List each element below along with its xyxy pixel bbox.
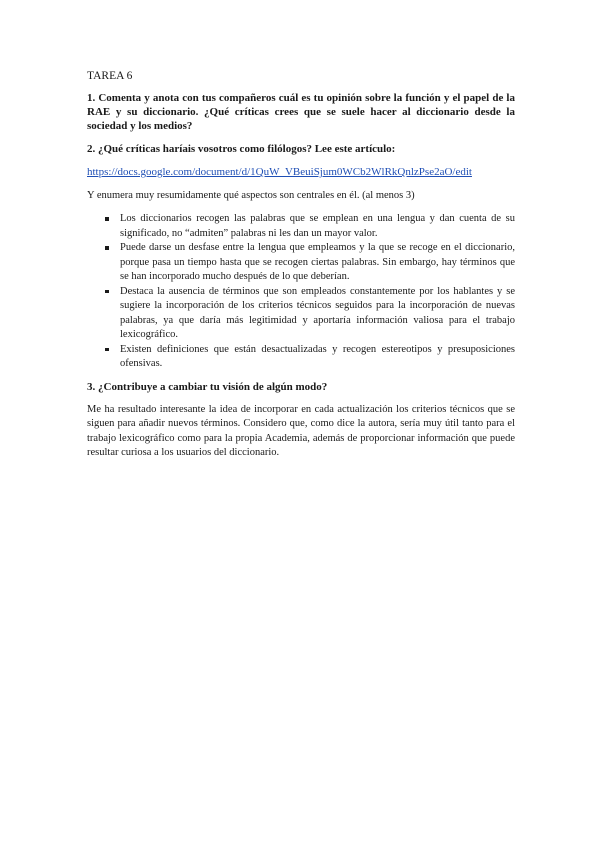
list-item [120, 285, 515, 343]
bullet-icon [105, 246, 109, 250]
list-item [120, 212, 515, 241]
list-item-text: Puede darse un desfase entre la lengua que empleamos y la que se recoge en el diccionario, porque pasa un tiempo hasta que se recogen ciertas palabras. Sin embargo, hay términos que se han incorporado mucho después de lo que deberían. [120, 242, 515, 282]
summary-list [87, 212, 515, 372]
document-title: TAREA 6 [87, 70, 133, 82]
question-2: 2. ¿Qué críticas haríais vosotros como filólogos? Lee este artículo: [87, 143, 396, 155]
list-item [120, 241, 515, 285]
intro-text: Y enumera muy resumidamente qué aspectos son centrales en él. (al menos 3) [87, 189, 415, 201]
list-item [120, 343, 515, 372]
bullet-icon [105, 348, 109, 352]
bullet-icon [105, 290, 109, 294]
list-item-text: Destaca la ausencia de términos que son empleados constantemente por los hablantes y se sugiere la incorporación de los criterios técnicos seguidos para la incorporación de nuevas palabras, ya que daría más legitimidad y aportaría información valiosa para el trabajo lexicográfico. [120, 285, 515, 340]
question-3: 3. ¿Contribuye a cambiar tu visión de algún modo? [87, 380, 328, 393]
list-item-text: Existen definiciones que están desactualizadas y recogen estereotipos y presuposiciones ofensivas. [120, 343, 515, 369]
list-item-text: Los diccionarios recogen las palabras que se emplean en una lengua y dan cuenta de su significado, no “admiten” palabras ni les dan un mayor valor. [120, 213, 515, 239]
answer-paragraph: Me ha resultado interesante la idea de incorporar en cada actualización los criterios técnicos que se siguen para añadir nuevos términos. Considero que, como dice la autora, sería muy útil tanto para el trabajo lexicográfico como para la propia Academia, además de proporcionar información que puede resultar curiosa a los usuarios del diccionario. [87, 403, 515, 458]
article-link[interactable]: https://docs.google.com/document/d/1QuW_VBeuiSjum0WCb2WlRkQnlzPse2aO/edit [87, 166, 472, 178]
bullet-icon [105, 217, 109, 221]
question-1: 1. Comenta y anota con tus compañeros cuál es tu opinión sobre la función y el papel de la RAE y su diccionario. ¿Qué críticas crees que se suele hacer al diccionario desde la sociedad y los medios? [87, 92, 515, 132]
